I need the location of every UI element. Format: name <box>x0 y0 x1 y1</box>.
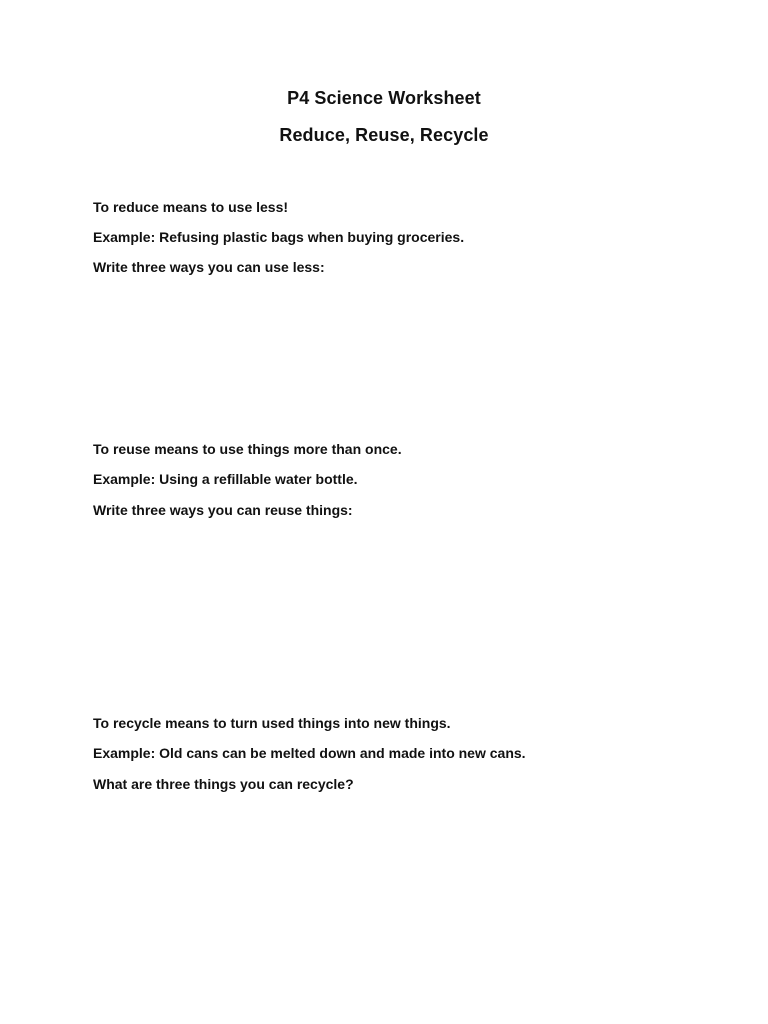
worksheet-subtitle: Reduce, Reuse, Recycle <box>279 125 489 145</box>
reduce-example: Example: Refusing plastic bags when buying groceries. <box>93 229 465 245</box>
recycle-definition: To recycle means to turn used things into new things. <box>93 715 451 731</box>
worksheet-title: P4 Science Worksheet <box>287 88 481 108</box>
reduce-prompt: Write three ways you can use less: <box>93 259 325 275</box>
recycle-prompt: What are three things you can recycle? <box>93 776 354 792</box>
recycle-example: Example: Old cans can be melted down and made into new cans. <box>93 745 526 761</box>
reduce-definition: To reduce means to use less! <box>93 199 289 215</box>
reuse-definition: To reuse means to use things more than once. <box>93 441 402 457</box>
reuse-prompt: Write three ways you can reuse things: <box>93 502 353 518</box>
reuse-example: Example: Using a refillable water bottle. <box>93 471 358 487</box>
